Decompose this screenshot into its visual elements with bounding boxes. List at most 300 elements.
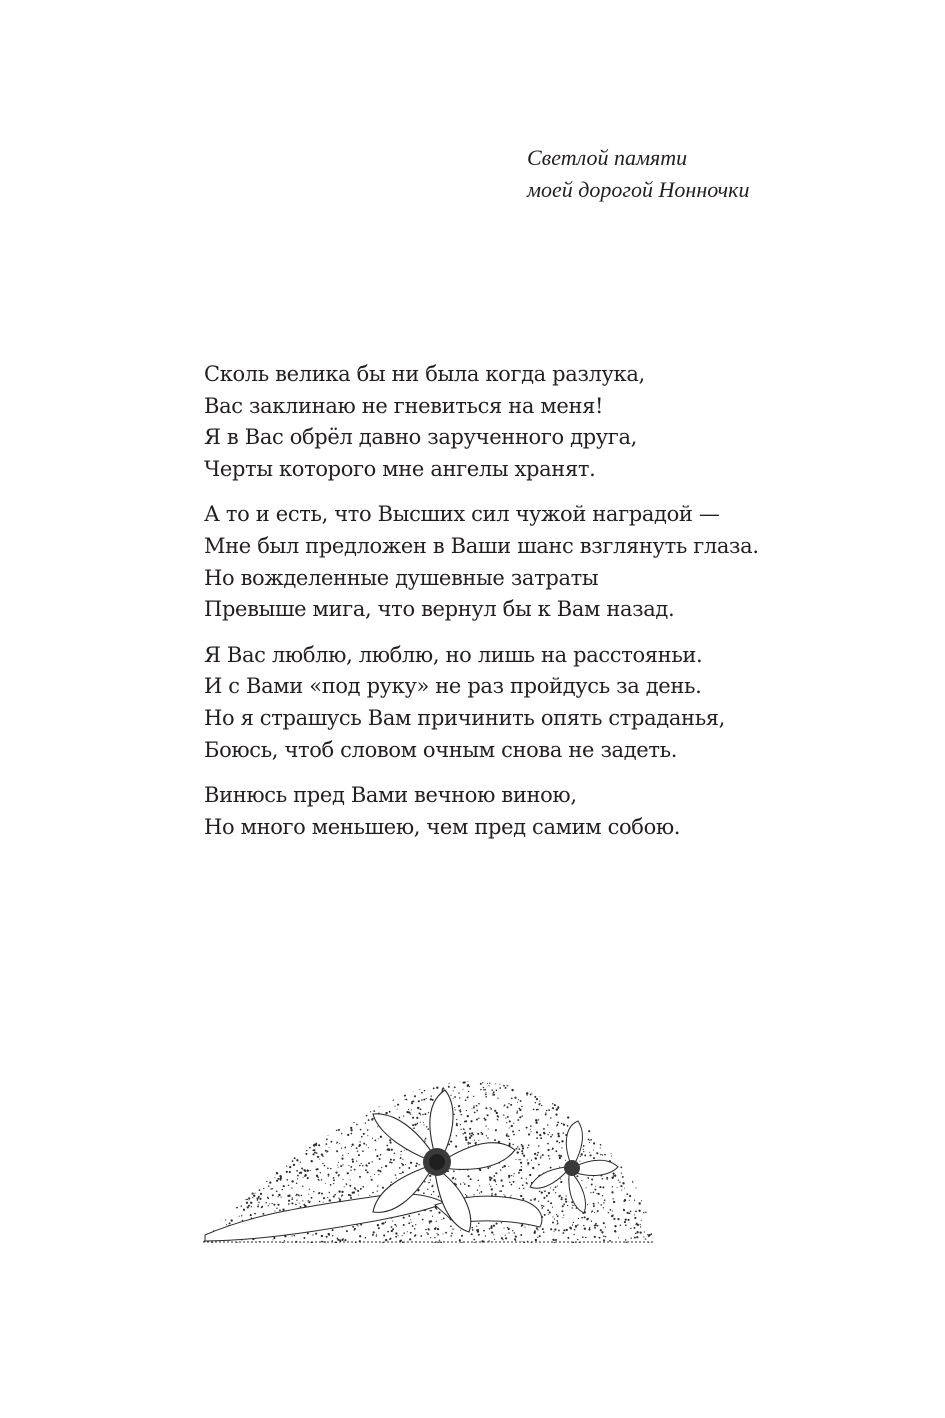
- stipple-dot: [407, 1089, 408, 1090]
- stipple-dot: [503, 1194, 504, 1195]
- stipple-dot: [355, 1189, 356, 1190]
- stipple-dot: [277, 1178, 279, 1180]
- stipple-dot: [634, 1137, 636, 1139]
- stipple-dot: [263, 1125, 265, 1127]
- stipple-dot: [569, 1098, 571, 1100]
- stipple-dot: [214, 1194, 215, 1195]
- stipple-dot: [473, 1242, 475, 1244]
- stipple-dot: [283, 1122, 285, 1124]
- stipple-dot: [213, 1159, 214, 1160]
- stipple-dot: [359, 1108, 360, 1109]
- stipple-dot: [217, 1127, 219, 1129]
- stipple-dot: [348, 1090, 350, 1092]
- stipple-dot: [317, 1091, 318, 1092]
- stipple-dot: [503, 1085, 505, 1087]
- stipple-dot: [336, 1143, 337, 1144]
- stipple-dot: [343, 1093, 345, 1095]
- stipple-dot: [312, 1083, 314, 1085]
- stipple-dot: [620, 1157, 622, 1159]
- stipple-dot: [306, 1124, 308, 1126]
- stipple-dot: [510, 1104, 512, 1106]
- stipple-dot: [274, 1155, 276, 1157]
- stipple-dot: [579, 1161, 580, 1162]
- stipple-dot: [555, 1101, 557, 1103]
- stipple-dot: [356, 1124, 358, 1126]
- stipple-dot: [210, 1112, 212, 1114]
- stipple-dot: [263, 1107, 264, 1108]
- stipple-dot: [452, 1228, 453, 1229]
- stipple-dot: [501, 1237, 503, 1239]
- stipple-dot: [524, 1085, 525, 1086]
- stipple-dot: [511, 1089, 513, 1091]
- stipple-dot: [494, 1139, 496, 1141]
- stipple-dot: [470, 1120, 472, 1122]
- stipple-dot: [227, 1155, 229, 1157]
- stipple-dot: [236, 1207, 238, 1209]
- stipple-dot: [307, 1177, 309, 1179]
- stipple-dot: [423, 1124, 424, 1125]
- stipple-dot: [391, 1162, 393, 1164]
- stipple-dot: [223, 1119, 225, 1121]
- stipple-dot: [465, 1194, 466, 1195]
- stipple-dot: [532, 1167, 534, 1169]
- stipple-dot: [215, 1136, 217, 1138]
- stipple-dot: [543, 1205, 544, 1206]
- stipple-dot: [573, 1100, 575, 1102]
- stipple-dot: [416, 1162, 418, 1164]
- stipple-dot: [205, 1219, 207, 1221]
- stipple-dot: [558, 1243, 559, 1244]
- stipple-dot: [230, 1165, 232, 1167]
- stipple-dot: [581, 1244, 582, 1245]
- stipple-dot: [306, 1078, 308, 1080]
- stipple-dot: [294, 1157, 296, 1159]
- stipple-dot: [508, 1166, 509, 1167]
- stipple-dot: [213, 1216, 214, 1217]
- stipple-dot: [204, 1153, 206, 1155]
- stipple-dot: [594, 1225, 596, 1227]
- stipple-dot: [586, 1119, 587, 1120]
- stipple-dot: [624, 1127, 625, 1128]
- stipple-dot: [509, 1120, 511, 1122]
- stipple-dot: [316, 1152, 318, 1154]
- stipple-dot: [410, 1219, 411, 1220]
- stipple-dot: [557, 1223, 559, 1225]
- stipple-dot: [637, 1150, 638, 1151]
- stipple-dot: [542, 1154, 544, 1156]
- stipple-dot: [253, 1130, 254, 1131]
- stipple-dot: [220, 1124, 222, 1126]
- stipple-dot: [359, 1235, 361, 1237]
- stipple-dot: [612, 1211, 613, 1212]
- stipple-dot: [290, 1243, 292, 1245]
- stipple-dot: [450, 1141, 452, 1143]
- stipple-dot: [282, 1189, 283, 1190]
- stipple-dot: [522, 1145, 524, 1147]
- stipple-dot: [313, 1143, 315, 1145]
- stipple-dot: [471, 1233, 473, 1235]
- stipple-dot: [428, 1112, 429, 1113]
- stipple-dot: [537, 1237, 538, 1238]
- stipple-dot: [328, 1176, 329, 1177]
- stipple-dot: [372, 1192, 374, 1194]
- stipple-dot: [222, 1102, 224, 1104]
- stipple-dot: [642, 1088, 644, 1090]
- stipple-dot: [266, 1181, 267, 1182]
- stipple-dot: [296, 1170, 298, 1172]
- stipple-dot: [428, 1182, 429, 1183]
- stipple-dot: [221, 1129, 223, 1131]
- stipple-dot: [552, 1221, 554, 1223]
- stipple-dot: [260, 1134, 262, 1136]
- stipple-dot: [531, 1092, 533, 1094]
- stipple-dot: [327, 1197, 328, 1198]
- stipple-dot: [516, 1079, 518, 1081]
- stipple-dot: [541, 1191, 543, 1193]
- stipple-dot: [548, 1214, 549, 1215]
- stipple-dot: [600, 1148, 601, 1149]
- stipple-dot: [600, 1095, 602, 1097]
- stipple-dot: [350, 1180, 351, 1181]
- stipple-dot: [210, 1208, 212, 1210]
- stipple-dot: [319, 1159, 320, 1160]
- stipple-dot: [314, 1152, 316, 1154]
- stipple-dot: [423, 1085, 425, 1087]
- stipple-dot: [618, 1179, 619, 1180]
- stipple-dot: [643, 1236, 644, 1237]
- stipple-dot: [403, 1232, 405, 1234]
- stipple-dot: [266, 1119, 268, 1121]
- stipple-dot: [293, 1122, 295, 1124]
- stipple-dot: [611, 1079, 613, 1081]
- stipple-dot: [429, 1175, 431, 1177]
- stipple-dot: [583, 1149, 584, 1150]
- stipple-dot: [491, 1231, 493, 1233]
- stipple-dot: [465, 1099, 467, 1101]
- stipple-dot: [286, 1117, 287, 1118]
- stipple-dot: [541, 1205, 543, 1207]
- stipple-dot: [560, 1178, 561, 1179]
- stipple-dot: [388, 1149, 390, 1151]
- stipple-dot: [649, 1182, 651, 1184]
- stipple-dot: [427, 1233, 429, 1235]
- stipple-dot: [357, 1190, 358, 1191]
- stipple-dot: [213, 1128, 214, 1129]
- stipple-dot: [606, 1177, 608, 1179]
- stipple-dot: [527, 1162, 529, 1164]
- stipple-dot: [592, 1089, 593, 1090]
- stipple-dot: [314, 1149, 316, 1151]
- stipple-dot: [410, 1113, 411, 1114]
- stipple-dot: [460, 1183, 462, 1185]
- stipple-dot: [401, 1087, 403, 1089]
- stipple-dot: [217, 1199, 218, 1200]
- poem-line: Но вожделенные душевные затраты: [204, 565, 599, 590]
- stipple-dot: [562, 1083, 563, 1084]
- stipple-dot: [296, 1159, 298, 1161]
- stipple-dot: [356, 1147, 358, 1149]
- stipple-dot: [226, 1137, 228, 1139]
- stipple-dot: [563, 1229, 565, 1231]
- stipple-dot: [648, 1201, 650, 1203]
- stipple-dot: [454, 1107, 455, 1108]
- stipple-dot: [209, 1209, 211, 1211]
- stipple-dot: [589, 1227, 591, 1229]
- stipple-dot: [418, 1088, 420, 1090]
- stipple-dot: [255, 1177, 257, 1179]
- stipple-dot: [493, 1234, 494, 1235]
- stipple-dot: [567, 1125, 569, 1127]
- stipple-dot: [619, 1125, 620, 1126]
- stipple-dot: [251, 1109, 253, 1111]
- stipple-dot: [581, 1180, 582, 1181]
- stipple-dot: [637, 1224, 639, 1226]
- stipple-dot: [561, 1082, 562, 1083]
- stipple-dot: [628, 1105, 630, 1107]
- stipple-dot: [203, 1109, 205, 1111]
- stipple-dot: [433, 1076, 434, 1077]
- stipple-dot: [616, 1079, 618, 1081]
- stipple-dot: [266, 1149, 268, 1151]
- stipple-dot: [229, 1192, 231, 1194]
- stipple-dot: [374, 1139, 376, 1141]
- stipple-dot: [226, 1174, 228, 1176]
- stipple-dot: [286, 1106, 287, 1107]
- stipple-dot: [302, 1200, 303, 1201]
- stipple-dot: [561, 1140, 563, 1142]
- stipple-dot: [353, 1079, 354, 1080]
- stipple-dot: [567, 1205, 568, 1206]
- stipple-dot: [257, 1180, 259, 1182]
- stipple-dot: [575, 1083, 576, 1084]
- stipple-dot: [616, 1107, 617, 1108]
- stipple-dot: [265, 1173, 267, 1175]
- stipple-dot: [248, 1197, 250, 1199]
- stipple-dot: [226, 1224, 227, 1225]
- stipple-dot: [249, 1156, 251, 1158]
- stipple-dot: [268, 1205, 269, 1206]
- stipple-dot: [256, 1181, 258, 1183]
- stipple-dot: [490, 1107, 491, 1108]
- stipple-dot: [264, 1148, 266, 1150]
- stipple-dot: [203, 1125, 204, 1126]
- stipple-dot: [284, 1146, 286, 1148]
- stipple-dot: [464, 1183, 466, 1185]
- stipple-dot: [631, 1114, 633, 1116]
- stipple-dot: [453, 1090, 454, 1091]
- stipple-dot: [215, 1105, 217, 1107]
- stipple-dot: [503, 1114, 504, 1115]
- stipple-dot: [203, 1174, 205, 1176]
- stipple-dot: [503, 1075, 505, 1077]
- stipple-dot: [390, 1159, 392, 1161]
- stipple-dot: [232, 1134, 234, 1136]
- stipple-dot: [640, 1101, 642, 1103]
- stipple-dot: [363, 1133, 365, 1135]
- stipple-dot: [214, 1138, 215, 1139]
- stipple-dot: [266, 1138, 268, 1140]
- stipple-dot: [592, 1115, 593, 1116]
- stipple-dot: [454, 1086, 456, 1088]
- stipple-dot: [211, 1087, 212, 1088]
- stipple-dot: [573, 1234, 574, 1235]
- stipple-dot: [465, 1136, 467, 1138]
- stipple-dot: [584, 1075, 586, 1077]
- stipple-dot: [623, 1080, 625, 1082]
- stipple-dot: [288, 1185, 289, 1186]
- stipple-dot: [391, 1230, 393, 1232]
- stipple-dot: [291, 1187, 292, 1188]
- stipple-dot: [354, 1169, 356, 1171]
- stipple-dot: [474, 1075, 475, 1076]
- stipple-dot: [554, 1228, 556, 1230]
- stipple-dot: [255, 1119, 257, 1121]
- stipple-dot: [214, 1110, 215, 1111]
- stipple-dot: [245, 1182, 246, 1183]
- stipple-dot: [565, 1105, 567, 1107]
- stipple-dot: [499, 1083, 500, 1084]
- stipple-dot: [352, 1144, 354, 1146]
- stipple-dot: [580, 1156, 581, 1157]
- stipple-dot: [526, 1127, 528, 1129]
- stipple-dot: [253, 1195, 255, 1197]
- stipple-dot: [236, 1146, 238, 1148]
- stipple-dot: [491, 1225, 493, 1227]
- stipple-dot: [352, 1158, 354, 1160]
- stipple-dot: [497, 1120, 498, 1121]
- stipple-dot: [512, 1131, 514, 1133]
- stipple-dot: [477, 1190, 478, 1191]
- stipple-dot: [373, 1231, 375, 1233]
- stipple-dot: [398, 1086, 399, 1087]
- stipple-dot: [485, 1107, 487, 1109]
- stipple-dot: [631, 1238, 632, 1239]
- stipple-dot: [271, 1099, 273, 1101]
- stipple-dot: [219, 1197, 221, 1199]
- stipple-dot: [264, 1152, 265, 1153]
- stipple-dot: [237, 1182, 238, 1183]
- stipple-dot: [256, 1128, 258, 1130]
- stipple-dot: [245, 1109, 247, 1111]
- stipple-dot: [509, 1127, 510, 1128]
- stipple-dot: [203, 1146, 204, 1147]
- stipple-dot: [576, 1085, 577, 1086]
- stipple-dot: [381, 1167, 382, 1168]
- stipple-dot: [545, 1112, 546, 1113]
- stipple-dot: [327, 1080, 329, 1082]
- stipple-dot: [302, 1186, 303, 1187]
- stipple-dot: [491, 1089, 493, 1091]
- stipple-dot: [210, 1229, 212, 1231]
- stipple-dot: [230, 1133, 232, 1135]
- stipple-dot: [204, 1085, 206, 1087]
- stipple-dot: [248, 1205, 250, 1207]
- stipple-dot: [202, 1157, 204, 1159]
- stipple-dot: [326, 1143, 328, 1145]
- stipple-dot: [252, 1193, 254, 1195]
- stipple-dot: [303, 1177, 304, 1178]
- stipple-dot: [395, 1236, 397, 1238]
- stipple-dot: [283, 1105, 285, 1107]
- stipple-dot: [322, 1155, 324, 1157]
- stipple-dot: [618, 1237, 619, 1238]
- stipple-dot: [218, 1156, 219, 1157]
- stipple-dot: [258, 1196, 260, 1198]
- stipple-dot: [643, 1212, 644, 1213]
- stipple-dot: [511, 1097, 513, 1099]
- stipple-dot: [276, 1091, 277, 1092]
- stipple-dot: [376, 1104, 377, 1105]
- stipple-dot: [540, 1137, 542, 1139]
- stipple-dot: [612, 1117, 614, 1119]
- stipple-dot: [395, 1174, 396, 1175]
- stipple-dot: [608, 1089, 610, 1091]
- stipple-dot: [253, 1156, 255, 1158]
- stipple-dot: [298, 1128, 299, 1129]
- stipple-dot: [283, 1131, 285, 1133]
- stipple-dot: [222, 1110, 224, 1112]
- stipple-dot: [535, 1239, 537, 1241]
- stipple-dot: [276, 1151, 278, 1153]
- stipple-dot: [564, 1097, 565, 1098]
- stipple-dot: [608, 1122, 609, 1123]
- stipple-dot: [308, 1194, 309, 1195]
- stipple-dot: [605, 1226, 606, 1227]
- stipple-dot: [231, 1135, 232, 1136]
- stipple-dot: [555, 1085, 556, 1086]
- stipple-dot: [256, 1127, 258, 1129]
- stipple-dot: [500, 1179, 502, 1181]
- stipple-dot: [627, 1159, 629, 1161]
- stipple-dot: [505, 1117, 506, 1118]
- stipple-dot: [270, 1143, 271, 1144]
- stipple-dot: [578, 1242, 580, 1244]
- stipple-dot: [337, 1108, 339, 1110]
- stipple-dot: [550, 1136, 552, 1138]
- stipple-dot: [396, 1226, 397, 1227]
- stipple-dot: [490, 1108, 492, 1110]
- stipple-dot: [594, 1126, 595, 1127]
- stipple-dot: [530, 1199, 532, 1201]
- stipple-dot: [301, 1167, 303, 1169]
- stipple-dot: [339, 1199, 341, 1201]
- stipple-dot: [383, 1094, 385, 1096]
- stipple-dot: [263, 1188, 264, 1189]
- stipple-dot: [562, 1205, 564, 1207]
- stipple-dot: [251, 1206, 252, 1207]
- stipple-dot: [361, 1136, 363, 1138]
- stipple-dot: [620, 1185, 622, 1187]
- stipple-dot: [358, 1113, 360, 1115]
- stipple-dot: [236, 1242, 238, 1244]
- stipple-dot: [462, 1082, 464, 1084]
- stipple-dot: [645, 1162, 646, 1163]
- stipple-dot: [639, 1202, 641, 1204]
- stipple-dot: [410, 1162, 412, 1164]
- stipple-dot: [340, 1075, 341, 1076]
- stipple-dot: [290, 1077, 291, 1078]
- stipple-dot: [530, 1131, 531, 1132]
- stipple-dot: [424, 1113, 426, 1115]
- stipple-dot: [627, 1118, 629, 1120]
- stipple-dot: [401, 1089, 403, 1091]
- stipple-dot: [643, 1169, 644, 1170]
- stipple-dot: [212, 1211, 214, 1213]
- stipple-dot: [514, 1097, 516, 1099]
- stipple-dot: [214, 1075, 216, 1077]
- stipple-dot: [604, 1199, 606, 1201]
- stipple-dot: [474, 1140, 475, 1141]
